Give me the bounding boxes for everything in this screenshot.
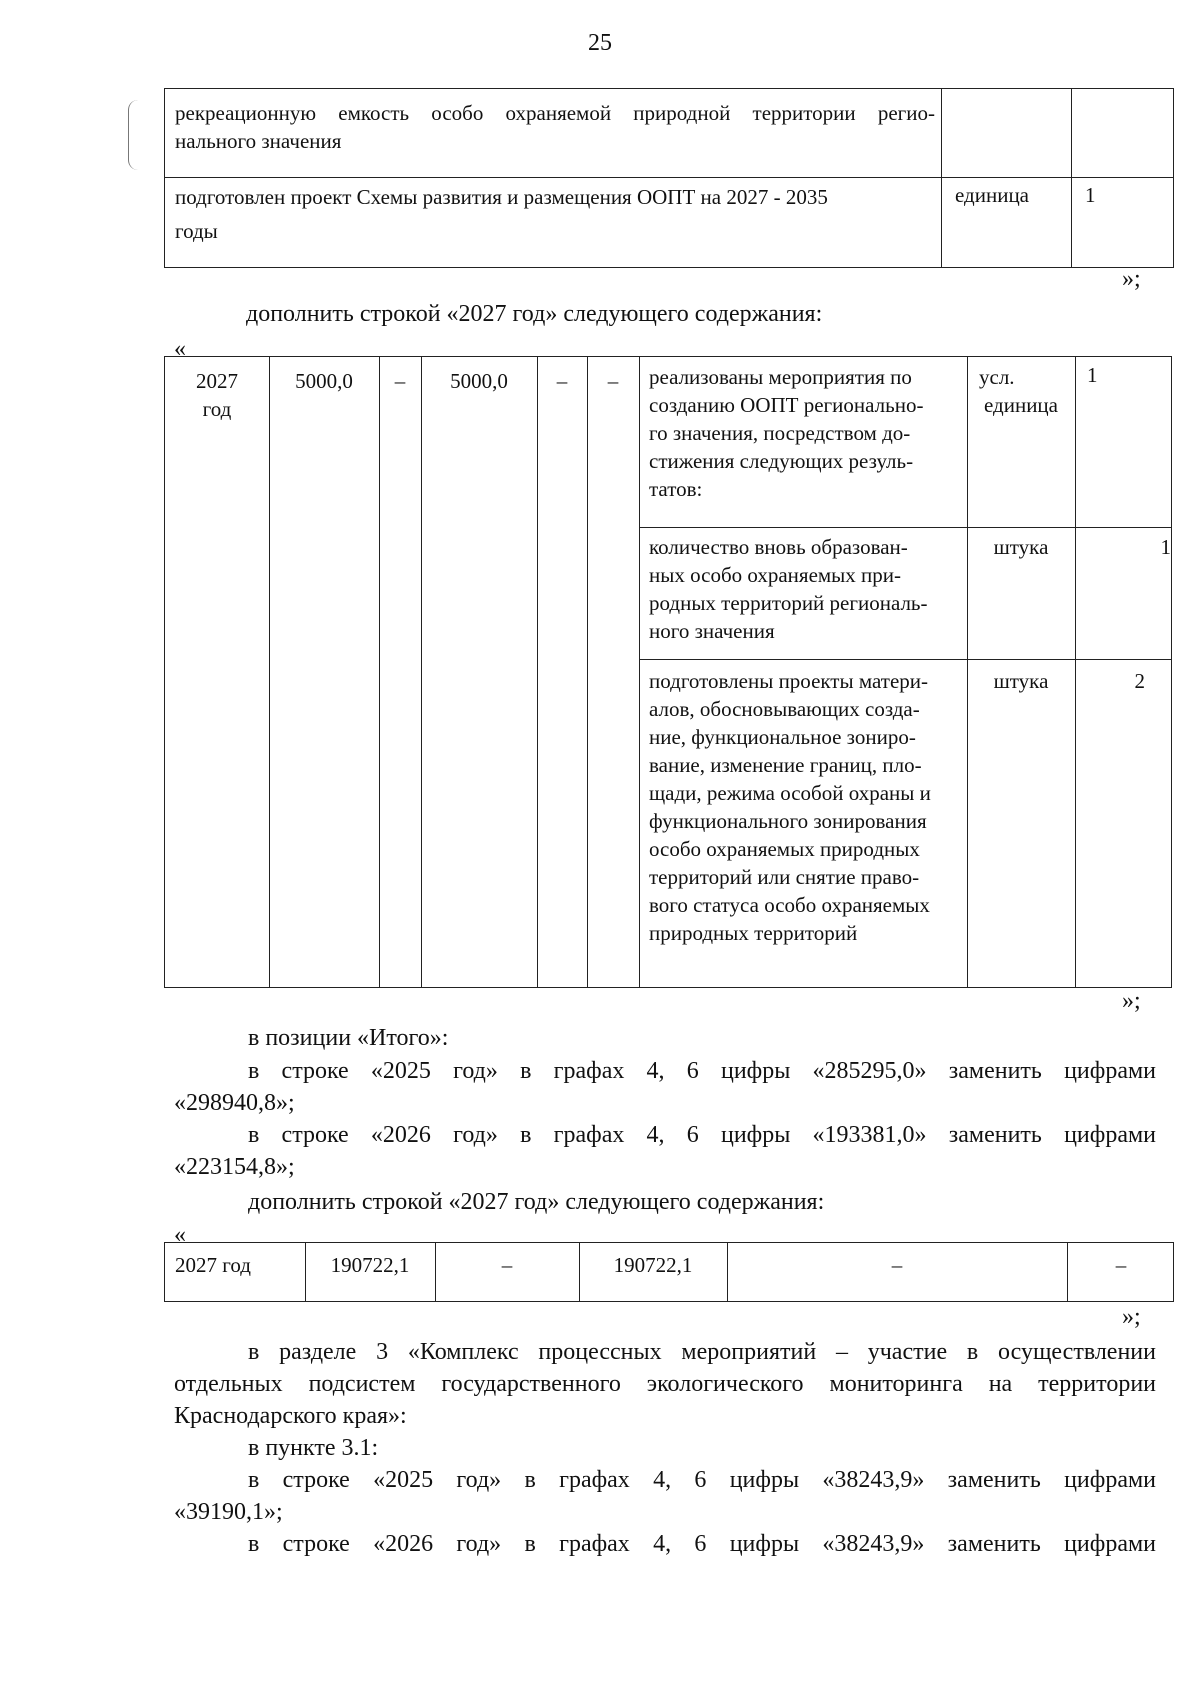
result-3-line: вание, изменение границ, пло-: [649, 753, 922, 777]
total-total-cell: 190722,1: [330, 1253, 410, 1277]
table-2027: [164, 356, 1172, 988]
section3-line1: в разделе 3 «Комплекс процессных мероприятий – участие в осуществлении: [248, 1339, 1156, 1365]
result-3-line: ние, функциональное зониро-: [649, 725, 916, 749]
open-quote-2: «: [174, 1222, 186, 1248]
result-1-unit-line1: усл.: [979, 365, 1015, 389]
intro-add-row-2: дополнить строкой «2027 год» следующего содержания:: [248, 1189, 825, 1215]
result-2-text: [649, 533, 961, 645]
result-3-line: алов, обосновывающих созда-: [649, 697, 920, 721]
year-line2: год: [202, 397, 232, 421]
result-2-line: ного значения: [649, 619, 775, 643]
result-3-value: 2: [1134, 669, 1145, 693]
row2-text-line1: подготовлен проект Схемы развития и размещения ООПТ на 2027 - 2035: [175, 185, 828, 209]
total-year-cell: 2027 год: [175, 1253, 251, 1277]
col4-cell: 5000,0: [450, 369, 508, 393]
margin-mark: [128, 100, 143, 170]
result-3-line: особо охраняемых природных: [649, 837, 920, 861]
section3-2025-line-b: «39190,1»;: [174, 1499, 283, 1525]
col6-cell: –: [607, 369, 619, 393]
close-quote-total: »;: [1122, 1304, 1141, 1330]
result-1-line: реализованы мероприятия по: [649, 365, 912, 389]
table-total-2027: [164, 1242, 1174, 1302]
year-cell: [165, 367, 269, 423]
result-3-line: природных территорий: [649, 921, 858, 945]
total-col3-cell: –: [501, 1253, 513, 1277]
itogo-heading: в позиции «Итого»:: [248, 1025, 449, 1051]
result-1-line: стижения следующих резуль-: [649, 449, 914, 473]
row2-value: 1: [1085, 183, 1096, 207]
result-2-line: родных территорий региональ-: [649, 591, 928, 615]
itogo-2025-line-b: «298940,8»;: [174, 1090, 295, 1116]
col5-cell: –: [556, 369, 568, 393]
table-row: [175, 99, 935, 155]
result-1-line: созданию ООПТ регионально-: [649, 393, 924, 417]
itogo-2026-line-a: в строке «2026 год» в графах 4, 6 цифры «193381,0» заменить цифрами: [248, 1122, 1156, 1148]
result-3-line: щади, режима особой охраны и: [649, 781, 931, 805]
result-2-line: ных особо охраняемых при-: [649, 563, 902, 587]
itogo-section: [174, 1022, 1156, 1183]
row2-unit: единица: [955, 183, 1030, 207]
section3-point: в пункте 3.1:: [248, 1435, 379, 1461]
result-3-line: подготовлены проекты матери-: [649, 669, 928, 693]
intro-add-row-1: дополнить строкой «2027 год» следующего содержания:: [246, 301, 823, 327]
result-2-value: 1: [1160, 535, 1171, 559]
section3-line2: отдельных подсистем государственного экологического мониторинга на территории: [174, 1371, 1156, 1397]
total-col5-cell: –: [891, 1253, 903, 1277]
close-quote-2027: »;: [1122, 988, 1141, 1014]
total-col4-cell: 190722,1: [613, 1253, 693, 1277]
result-2-unit: штука: [993, 535, 1049, 559]
result-1-unit-line2: единица: [983, 393, 1058, 417]
page-number: 25: [588, 30, 612, 56]
table-row: [175, 183, 915, 245]
total-col6-cell: –: [1115, 1253, 1127, 1277]
result-3-line: вого статуса особо охраняемых: [649, 893, 930, 917]
itogo-2026-line-b: «223154,8»;: [174, 1154, 295, 1180]
result-1-line: го значения, посредством до-: [649, 421, 911, 445]
result-1-value: 1: [1087, 363, 1098, 387]
section3-2025-line-a: в строке «2025 год» в графах 4, 6 цифры «38243,9» заменить цифрами: [248, 1467, 1156, 1493]
itogo-2025-line-a: в строке «2025 год» в графах 4, 6 цифры «285295,0» заменить цифрами: [248, 1058, 1156, 1084]
result-3-line: функционального зонирования: [649, 809, 927, 833]
year-line1: 2027: [196, 369, 238, 393]
table-top: [164, 88, 1174, 268]
result-1-unit: [967, 363, 1075, 419]
section3: [174, 1336, 1156, 1560]
close-quote-top: »;: [1122, 266, 1141, 292]
result-3-unit: штука: [993, 669, 1049, 693]
row1-text-line1: рекреационную емкость особо охраняемой природной территории регио-: [175, 101, 935, 125]
section3-line3: Краснодарского края»:: [174, 1403, 407, 1429]
result-2-line: количество вновь образован-: [649, 535, 908, 559]
col3-cell: –: [394, 369, 406, 393]
row1-text-line2: нального значения: [175, 129, 342, 153]
result-3-text: [649, 667, 965, 947]
open-quote-1: «: [174, 336, 186, 362]
result-1-text: [649, 363, 961, 503]
total-cell: 5000,0: [295, 369, 353, 393]
result-3-line: территорий или снятие право-: [649, 865, 920, 889]
result-1-line: татов:: [649, 477, 703, 501]
section3-2026-line-a: в строке «2026 год» в графах 4, 6 цифры «38243,9» заменить цифрами: [248, 1531, 1156, 1557]
row2-text-line2: годы: [175, 219, 218, 243]
